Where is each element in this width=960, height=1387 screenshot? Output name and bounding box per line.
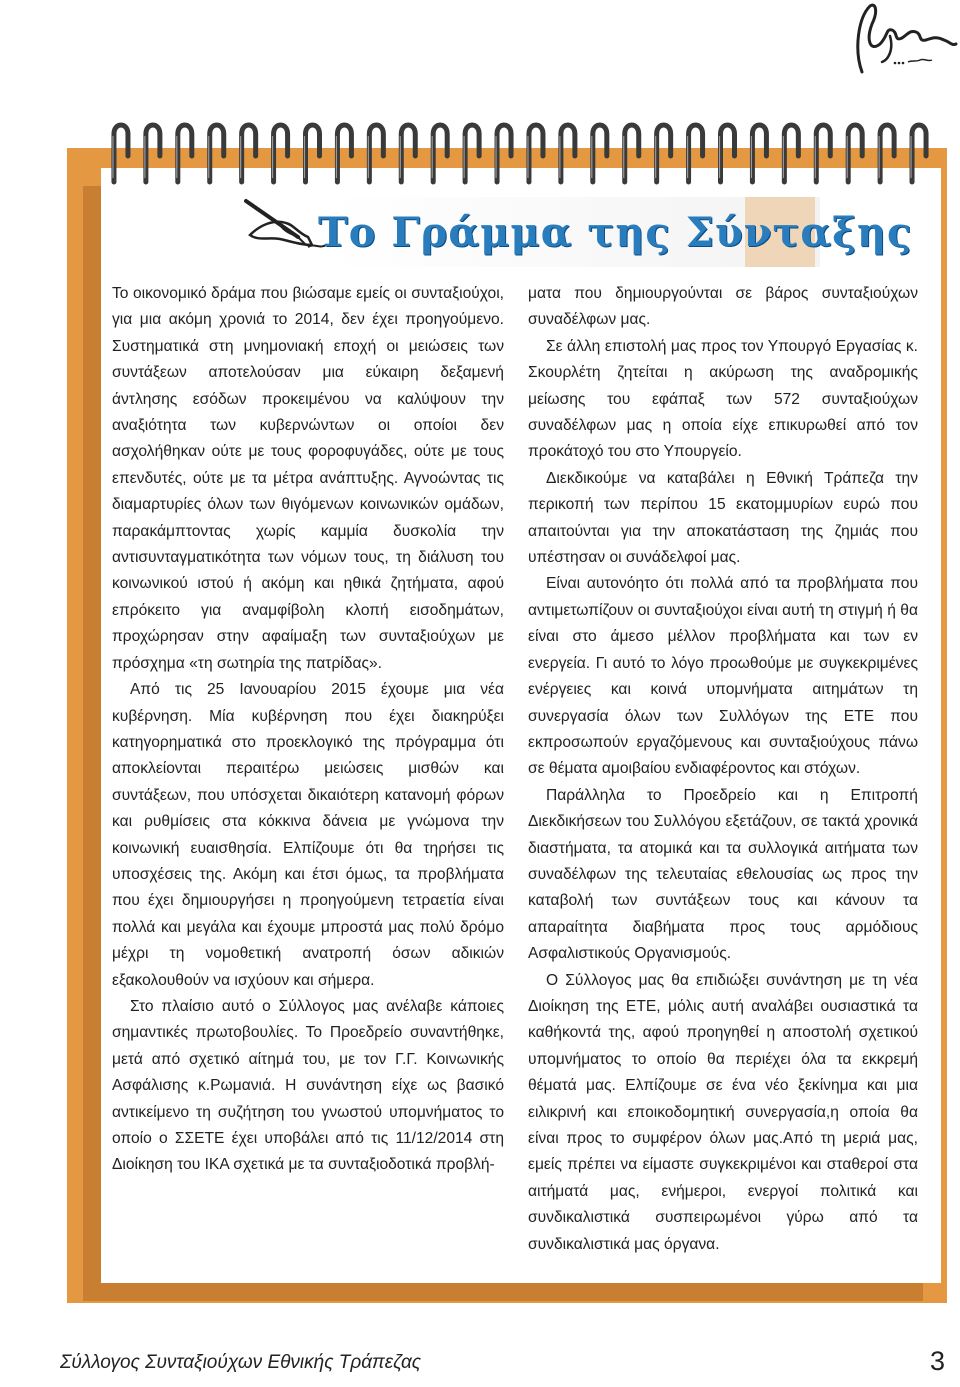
binding-ring: [306, 125, 320, 182]
right-column: [528, 281, 918, 1258]
binding-ring: [848, 125, 862, 182]
binding-ring: [625, 125, 639, 182]
title-banner: [240, 195, 913, 275]
binding-ring: [146, 125, 160, 182]
paragraph: Παράλληλα το Προεδρείο και η Επιτροπή Διεκδικήσεων του Συλλόγου εξετάζουν, σε τακτά χρονικά διαστήματα, τα ατομικά και τα συλλογικά αιτήματα των συναδέλφων της τελευταίας εθελουσίας ως προς την καταβολή των συντάξεων τους και κάνουν τα απαραίτητα διαβήματα προς τους αρμόδιους Ασφαλιστικούς Οργανισμούς.: [528, 786, 918, 963]
binding-ring: [369, 125, 383, 182]
binding-ring: [465, 125, 479, 182]
paragraph: Διεκδικούμε να καταβάλει η Εθνική Τράπεζα την περικοπή των περίπου 15 εκατομμυρίων ευρώ που απαιτούνται για την αποκατάσταση της ζημιάς που υπέστησαν οι συνάδελφοί μας.: [528, 469, 918, 567]
article-title: Το Γράμμα της Σύνταξης: [318, 209, 913, 256]
paragraph: Το οικονομικό δράμα που βιώσαμε εμείς οι συνταξιούχοι, για μια ακόμη χρονιά το 2014, δεν έχει προηγούμενο. Συστηματικά στη μνημονιακή εποχή οι μειώσεις των συντάξεων αποτελούσαν μια εύκαιρη δεξαμενή άντλησης εσόδων προκειμένου να καλύψουν την αναξιότητα των κυβερνώντων οι οποίοι δεν ασχολήθηκαν ούτε με τους φοροφυγάδες, ούτε με τους επενδυτές, ούτε με τα μέτρα ανάπτυξης. Αγνοώντας τις διαμαρτυρίες όλων των θιγόμενων κοινωνικών ομάδων, παρακάμπτοντας χωρίς καμμία δυσκολία την αντισυνταγματικότητα των νόμων τους, τη διάλυση του κοινωνικού ιστού ή ακόμη και ηθικά ζητήματα, αφού επρόκειτο για αναμφίβολη κλοπή εισοδημάτων, προχώρησαν στην αφαίμαξη των συνταξιούχων με πρόσχημα «τη σωτηρία της πατρίδας».: [112, 285, 504, 672]
binding-ring: [912, 125, 926, 182]
paragraph: Ο Σύλλογος μας θα επιδιώξει συνάντηση με τη νέα Διοίκηση της ΕΤΕ, μόλις αυτή αναλάβει ουσιαστικά τα καθήκοντά της, αφού προηγηθεί η αποστολή σχετικού υπομνήματος το οποίο θα περιέχει όλα τα εκκρεμή θέματά μας. Ελπίζουμε σε ένα νέο ξεκίνημα και μια ειλικρινή και εποικοδομητική συνεργασία,η οποία θα είναι προς το συμφέρον όλων μας.Από τη μεριά μας, εμείς πρέπει να είμαστε συγκεκριμένοι και σταθεροί στα αιτήματά μας, ενήμεροι, ενεργοί πολιτικά και συνδικαλιστικά συσπειρωμένοι γύρω από τα συνδικαλιστικά μας όργανα.: [528, 971, 918, 1253]
binding-ring: [114, 125, 128, 182]
binding-ring: [657, 125, 671, 182]
paragraph: Από τις 25 Ιανουαρίου 2015 έχουμε μια νέα κυβέρνηση. Μία κυβέρνηση που έχει διακηρύξει κατηγορηματικά στο προεκλογικό της πρόγραμμα ότι αποκλείονται περαιτέρω μειώσεις μισθών και συντάξεων, που υπόσχεται δικαιότερη κατανομή φόρων και ρυθμίσεις στα κόκκινα δάνεια με γνώμονα την κοινωνική ευαισθησία. Ελπίζουμε ότι θα τηρήσει τις υποσχέσεις της. Ακόμη και έτσι όμως, τα προβλήματα που έχει δημιουργήσει η προηγούμενη τετραετία είναι πολλά και μεγάλα και έχουμε μπροστά μας πολύ δρόμο μέχρι τη νομοθετική ανατροπή όσων αδικιών εξακολουθούν να ισχύουν και σήμερα.: [112, 681, 504, 989]
binding-ring: [593, 125, 607, 182]
binding-ring: [401, 125, 415, 182]
binding-ring: [210, 125, 224, 182]
binding-ring: [816, 125, 830, 182]
spiral-binding: [105, 120, 935, 190]
binding-ring: [242, 125, 256, 182]
pen-writing-icon: [240, 195, 328, 255]
binding-ring: [880, 125, 894, 182]
paragraph: Σε άλλη επιστολή μας προς τον Υπουργό Εργασίας κ. Σκουρλέτη ζητείται η ακύρωση της αναδρομικής μείωσης του εφάπαξ των 572 συνταξιούχων συναδέλφων μας η οποία είχε επικυρωθεί από τον προκάτοχό του στο Υπουργείο.: [528, 337, 918, 461]
page-number: 3: [930, 1346, 946, 1376]
binding-ring: [689, 125, 703, 182]
binding-ring: [784, 125, 798, 182]
binding-ring: [337, 125, 351, 182]
footer-publication: Σύλλογος Συνταξιούχων Εθνικής Τράπεζας: [60, 1352, 422, 1373]
paragraph: Στο πλαίσιο αυτό ο Σύλλογος μας ανέλαβε κάποιες σημαντικές πρωτοβουλίες. Το Προεδρείο συναντήθηκε, μετά από σχετικό αίτημά του, με τον Γ.Γ. Κοινωνικής Ασφάλισης κ.Ρωμανιά. Η συνάντηση είχε ως βασικό αντικείμενο τη συζήτηση του γνωστού υπομνήματος το οποίο ο ΣΣΕΤΕ έχει υποβάλει από τις 11/12/2014 στη Διοίκηση του ΙΚΑ σχετικά με τα συνταξιοδοτικά προβλή-: [112, 997, 504, 1174]
binding-ring: [178, 125, 192, 182]
binding-ring: [529, 125, 543, 182]
left-column: [112, 281, 504, 1179]
paragraph: Είναι αυτονόητο ότι πολλά από τα προβλήματα που αντιμετωπίζουν οι συνταξιούχοι είναι αυτή τη στιγμή ή θα είναι στο άμεσο μέλλον προβλήματα και των εν ενεργεία. Γι αυτό το λόγο προωθούμε με συγκεκριμένες ενέργειες και κοινά υπομνήματα αιτημάτων τη συνεργασία όλων των Συλλόγων της ΕΤΕ που εκπροσωπούν εργαζόμενους και συνταξιούχους πάνω σε θέματα αμοιβαίου ενδιαφέροντος και στόχων.: [528, 575, 918, 778]
binding-ring: [721, 125, 735, 182]
binding-ring: [274, 125, 288, 182]
binding-ring: [497, 125, 511, 182]
magazine-logo: [840, 0, 958, 78]
binding-ring: [433, 125, 447, 182]
binding-ring: [752, 125, 766, 182]
binding-ring: [561, 125, 575, 182]
paragraph: ματα που δημιουργούνται σε βάρος συνταξιούχων συναδέλφων μας.: [528, 285, 918, 329]
